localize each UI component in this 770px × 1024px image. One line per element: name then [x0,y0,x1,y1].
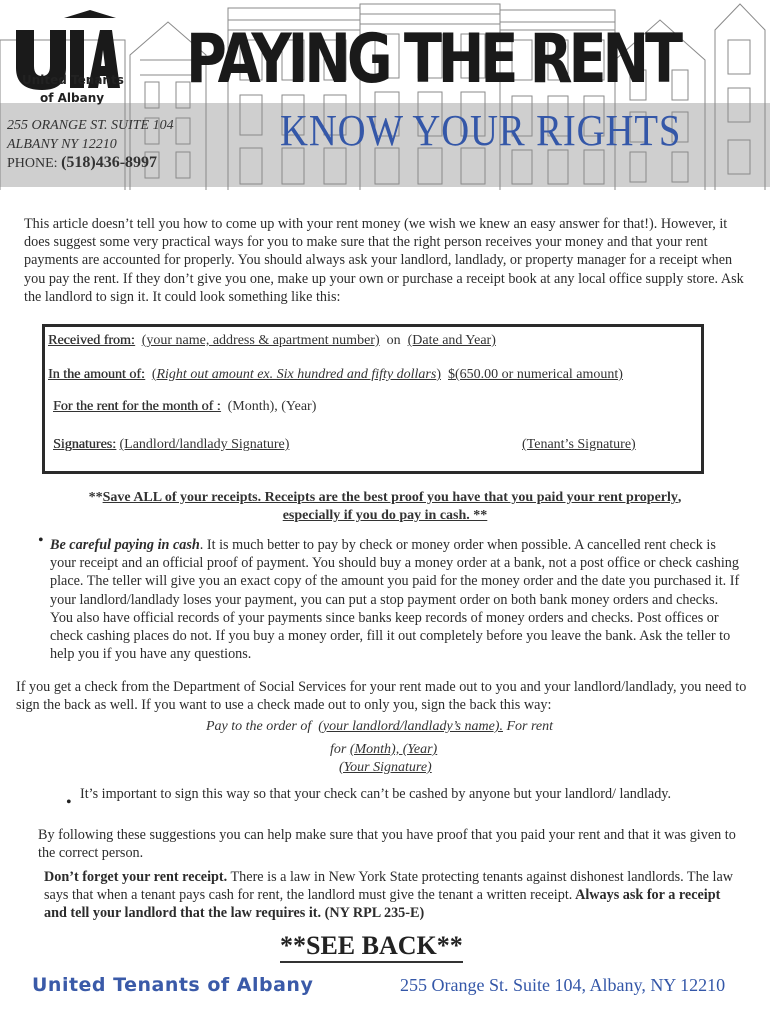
check-for-line [330,742,437,758]
amount-italic: Right out amount ex. Six hundred and fifty dollars [156,367,437,382]
footer-address: 255 Orange St. Suite 104, Albany, NY 12210 [400,975,726,995]
careful-lead: Be careful paying in cash [50,537,200,553]
month-value: (Month), (Year) [227,399,317,414]
amount-numeric: $(650.00 or numerical amount) [448,367,623,382]
check-pay-name: (your landlord/landlady’s name). [318,719,503,734]
receipt-line-signatures [53,437,289,453]
month-label: For the rent for the month of : [53,399,221,414]
save-note-line2 [40,507,730,525]
careful-body: . It is much better to pay by check or money order when possible. A cancelled rent check is your receipt and an official proof of payment. You should buy a money order at a bank, not a post office or check cashing place. The teller will give you an exact copy of the amount you paid for the money order and the date you purchased it. If your landlord/landlady loses your payment, you can put a stop payment order on both bank money orders and checks. You also have official records of your payments since banks keep records of money orders and checks. Post offices or check cashing places do not. If you buy a money order, fill it out completely before you leave the bank. Ask the teller to help you if you have any questions. [50,537,740,663]
page-title: PAYING THE RENT [186,20,679,99]
amount-close: ) [436,367,441,382]
save-note-text2: especially if you do pay in cash. ** [282,508,488,523]
save-note-prefix: ** [88,490,103,505]
tenant-signature [522,437,636,453]
check-for-rent: For rent [506,719,554,734]
receipt-example-box [42,324,704,474]
bullet-sign-note: • [66,794,72,811]
check-for-word: for [330,742,347,757]
received-value: (your name, address & apartment number) [141,333,380,348]
check-pay-prefix: Pay to the order of [206,719,312,734]
dss-paragraph: If you get a check from the Department of Social Services for your rent made out to you and your landlord/landlady, you need to sign the back as well. If you want to use a check made out to only you, sign the back this way: [16,679,747,714]
bullet-careful: • [38,532,44,549]
landlord-signature: (Landlord/landlady Signature) [119,437,290,452]
logo-subtitle-line1: United Tenants [22,73,124,87]
signatures-label: Signatures: [53,437,116,452]
check-signature-line [339,760,432,776]
sign-note-paragraph: It’s important to sign this way so that your check can’t be cashed by anyone but your landlord/ landlady. [80,786,672,802]
intro-paragraph: This article doesn’t tell you how to come up with your rent money (we wish we knew an easy answer for that!). However, it does suggest some very practical ways for you to make sure that the right person receives your money and that your rent payments are accounted for properly. You should always ask your landlord, landlady, or property manager for a receipt when you pay the rent. If they don’t give you one, make up your own or purchase a receipt book at any local office supply store. Ask the landlord to sign it. It could look something like this: [24,216,744,305]
receipt-line-received [48,333,496,349]
footer-org-name: United Tenants of Albany [32,974,314,996]
received-label: Received from: [48,333,135,348]
careful-paragraph [50,536,740,663]
save-note-comma: , [677,490,682,505]
phone-number: (518)436-8997 [61,154,158,171]
header-phone [7,154,157,172]
save-note-text1: Save ALL of your receipts. Receipts are the best proof you have that you paid your rent properly [102,490,678,505]
dont-body: There is a law in New York State protecting tenants against dishonest landlords. The law says that when a tenant pays cash for rent, the landlord must give the tenant a written receipt. [44,869,734,904]
amount-label: In the amount of: [48,367,145,382]
save-receipts-note [40,489,730,525]
amount-written [152,367,441,382]
check-signature: (Your Signature) [339,760,432,775]
amount-open: ( [151,367,157,382]
follow-paragraph: By following these suggestions you can help make sure that you have proof that you paid your rent and that it was given to the correct person. [38,827,736,862]
on-word: on [386,333,401,348]
page-subtitle: KNOW YOUR RIGHTS [280,106,682,155]
receipt-line-amount [48,367,623,383]
dont-bold-end: Always ask for a receipt and tell your landlord that the law requires it. (NY RPL 235-E) [44,887,721,922]
dont-forget-paragraph [44,868,734,923]
address-line1: 255 ORANGE ST. SUITE 104 [7,118,174,133]
check-pay-line [206,719,553,735]
see-back-heading: **SEE BACK** [280,931,463,963]
phone-label: PHONE: [7,156,58,171]
receipt-line-month [53,399,316,415]
address-line2: ALBANY NY 12210 [7,137,117,152]
logo-subtitle-line2: of Albany [40,91,105,105]
save-note-line1 [40,489,730,507]
header-banner [0,0,770,195]
date-value: (Date and Year) [407,333,496,348]
dont-lead: Don’t forget your rent receipt. [44,869,228,885]
tenant-signature-text: (Tenant’s Signature) [522,437,636,452]
header-address [7,116,174,154]
check-month-year: (Month), (Year) [349,742,438,757]
